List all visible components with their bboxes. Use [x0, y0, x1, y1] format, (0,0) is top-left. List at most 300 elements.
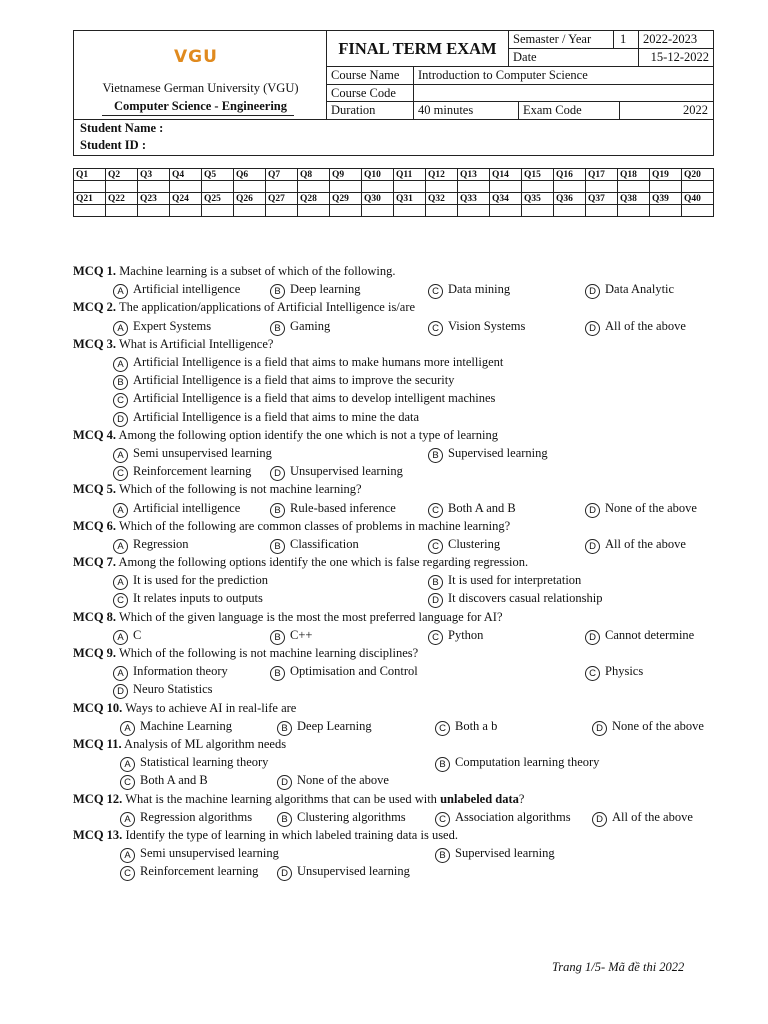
- option-bubble[interactable]: C: [428, 503, 443, 518]
- option-row: [73, 717, 723, 735]
- option-row: [73, 408, 723, 426]
- answer-cell[interactable]: [298, 205, 330, 217]
- option-bubble[interactable]: A: [113, 357, 128, 372]
- option-b[interactable]: [277, 808, 406, 827]
- option-bubble[interactable]: C: [113, 593, 128, 608]
- option-row: [73, 680, 723, 698]
- option-text: Classification: [290, 536, 359, 551]
- option-c[interactable]: [435, 808, 571, 827]
- option-row: [73, 862, 723, 880]
- option-b[interactable]: [270, 280, 360, 299]
- option-text: Rule-based inference: [290, 500, 396, 515]
- answer-cell[interactable]: [586, 181, 618, 193]
- question-item: [73, 480, 723, 516]
- course-name-label: Course Name: [327, 67, 414, 85]
- option-bubble[interactable]: B: [277, 721, 292, 736]
- option-row: [73, 371, 723, 389]
- answer-grid-label: Q21: [74, 193, 106, 205]
- answer-cell[interactable]: [170, 205, 202, 217]
- option-bubble[interactable]: D: [270, 466, 285, 481]
- answer-cell[interactable]: [522, 181, 554, 193]
- option-bubble[interactable]: D: [277, 866, 292, 881]
- question-number: MCQ 2.: [73, 300, 117, 315]
- option-text: Information theory: [133, 664, 228, 679]
- question-stem: [73, 480, 723, 498]
- option-bubble[interactable]: C: [428, 630, 443, 645]
- semester-label: Semaster / Year: [509, 31, 614, 49]
- answer-grid-label: Q1: [74, 169, 106, 181]
- option-text: Machine Learning: [140, 718, 232, 733]
- option-text: Deep learning: [290, 282, 361, 297]
- question-number: MCQ 10.: [73, 700, 123, 715]
- option-row: [73, 753, 723, 771]
- answer-cell[interactable]: [234, 205, 266, 217]
- option-row: [73, 462, 723, 480]
- answer-grid-label: Q29: [330, 193, 362, 205]
- option-bubble[interactable]: D: [592, 721, 607, 736]
- option-bubble[interactable]: B: [270, 321, 285, 336]
- option-a[interactable]: [113, 444, 272, 463]
- option-bubble[interactable]: A: [113, 539, 128, 554]
- year-value: 2022-2023: [639, 31, 713, 49]
- option-text: Clustering: [448, 536, 501, 551]
- answer-cell[interactable]: [554, 181, 586, 193]
- duration-label: Duration: [327, 102, 414, 119]
- answer-grid-header-row: [74, 169, 714, 181]
- answer-grid-label: Q28: [298, 193, 330, 205]
- option-c[interactable]: [428, 499, 516, 518]
- option-bubble[interactable]: B: [270, 666, 285, 681]
- option-bubble[interactable]: D: [277, 775, 292, 790]
- question-text: Identify the type of learning in which labeled training data is used.: [125, 828, 458, 842]
- question-item: [73, 517, 723, 553]
- answer-grid-label: Q26: [234, 193, 266, 205]
- question-text-end: ?: [518, 791, 525, 806]
- question-list: [73, 262, 723, 881]
- option-bubble[interactable]: C: [113, 393, 128, 408]
- answer-cell[interactable]: [586, 205, 618, 217]
- option-text: It is used for interpretation: [448, 573, 582, 588]
- answer-cell[interactable]: [202, 205, 234, 217]
- option-text: Reinforcement learning: [140, 864, 259, 879]
- question-text: Which of the given language is the most the most preferred language for AI?: [118, 609, 503, 624]
- option-bubble[interactable]: B: [428, 448, 443, 463]
- option-text: All of the above: [605, 318, 686, 333]
- option-text: Both a b: [455, 718, 498, 733]
- answer-cell[interactable]: [170, 181, 202, 193]
- option-bubble[interactable]: D: [585, 321, 600, 336]
- page-footer: Trang 1/5- Mã đề thi 2022: [552, 960, 685, 974]
- option-a[interactable]: [120, 808, 252, 827]
- option-bubble[interactable]: D: [113, 684, 128, 699]
- option-d[interactable]: [270, 462, 403, 481]
- question-item: [73, 553, 723, 608]
- answer-grid-label: Q25: [202, 193, 234, 205]
- question-number: MCQ 7.: [73, 555, 117, 570]
- option-d[interactable]: [585, 317, 686, 336]
- answer-grid-label: Q5: [202, 169, 234, 181]
- option-text: Unsupervised learning: [290, 464, 403, 479]
- option-bubble[interactable]: A: [113, 321, 128, 336]
- option-bubble[interactable]: A: [113, 666, 128, 681]
- option-text: Data mining: [448, 282, 511, 297]
- option-bubble[interactable]: A: [113, 448, 128, 463]
- option-b[interactable]: [270, 662, 418, 681]
- option-bubble[interactable]: C: [120, 775, 135, 790]
- option-c[interactable]: [585, 662, 643, 681]
- option-text: Supervised learning: [448, 445, 548, 460]
- answer-cell[interactable]: [266, 205, 298, 217]
- exam-header: [73, 30, 714, 156]
- option-b[interactable]: [435, 844, 555, 863]
- option-bubble[interactable]: A: [120, 721, 135, 736]
- university-name: Vietnamese German University (VGU): [102, 81, 299, 95]
- answer-grid-label: Q14: [490, 169, 522, 181]
- option-bubble[interactable]: D: [585, 503, 600, 518]
- option-text: Both A and B: [448, 500, 516, 515]
- option-row: [73, 571, 723, 589]
- question-text: Which of the following is not machine learning disciplines?: [118, 646, 419, 661]
- question-stem: [73, 644, 723, 662]
- option-bubble[interactable]: D: [585, 539, 600, 554]
- answer-grid-label: Q36: [554, 193, 586, 205]
- answer-cell[interactable]: [426, 205, 458, 217]
- answer-cell[interactable]: [650, 181, 682, 193]
- option-row: [73, 662, 723, 680]
- exam-code-label: Exam Code: [519, 102, 620, 119]
- question-text: Analysis of ML algorithm needs: [124, 737, 287, 752]
- option-c[interactable]: [428, 626, 483, 645]
- answer-cell[interactable]: [106, 181, 138, 193]
- option-bubble[interactable]: B: [270, 539, 285, 554]
- option-c[interactable]: [113, 462, 251, 481]
- option-text: Physics: [605, 664, 644, 679]
- question-number: MCQ 6.: [73, 518, 117, 533]
- question-stem: [73, 699, 723, 717]
- option-bubble[interactable]: A: [120, 848, 135, 863]
- answer-cell[interactable]: [138, 205, 170, 217]
- vgu-logo: VGU: [174, 47, 218, 67]
- option-a[interactable]: [113, 535, 189, 554]
- option-bubble[interactable]: B: [435, 848, 450, 863]
- option-text: It relates inputs to outputs: [133, 591, 263, 606]
- question-item: [73, 826, 723, 881]
- answer-cell[interactable]: [202, 181, 234, 193]
- question-item: [73, 735, 723, 790]
- answer-grid-label: Q4: [170, 169, 202, 181]
- question-text: What is the machine learning algorithms that can be used with: [125, 791, 441, 806]
- answer-cell[interactable]: [298, 181, 330, 193]
- exam-title: FINAL TERM EXAM: [327, 31, 509, 67]
- answer-grid-label: Q6: [234, 169, 266, 181]
- option-text: It discovers casual relationship: [448, 591, 603, 606]
- option-a[interactable]: [113, 626, 141, 645]
- option-text: Unsupervised learning: [297, 864, 410, 879]
- answer-cell[interactable]: [458, 205, 490, 217]
- answer-cell[interactable]: [458, 181, 490, 193]
- question-stem: [73, 735, 723, 753]
- question-stem: [73, 426, 723, 444]
- date-label: Date: [509, 49, 639, 67]
- answer-cell[interactable]: [426, 181, 458, 193]
- option-bubble[interactable]: C: [435, 721, 450, 736]
- question-stem: [73, 790, 723, 808]
- answer-cell[interactable]: [362, 181, 394, 193]
- option-b[interactable]: [435, 753, 599, 772]
- course-name-value: Introduction to Computer Science: [414, 67, 713, 85]
- option-d[interactable]: [277, 862, 410, 881]
- option-c[interactable]: [120, 862, 258, 881]
- option-c[interactable]: [428, 535, 500, 554]
- option-d[interactable]: [585, 535, 686, 554]
- option-row: [73, 808, 723, 826]
- option-bubble[interactable]: D: [113, 412, 128, 427]
- option-bubble[interactable]: B: [435, 757, 450, 772]
- option-bubble[interactable]: C: [435, 812, 450, 827]
- answer-cell[interactable]: [74, 205, 106, 217]
- option-bubble[interactable]: B: [270, 630, 285, 645]
- answer-cell[interactable]: [682, 181, 714, 193]
- option-text: Artificial Intelligence is a field that aims to mine the data: [133, 409, 420, 424]
- option-row: [73, 389, 723, 407]
- option-bubble[interactable]: A: [113, 284, 128, 299]
- answer-cell[interactable]: [74, 181, 106, 193]
- option-bubble[interactable]: A: [113, 575, 128, 590]
- option-text: Computation learning theory: [455, 755, 600, 770]
- option-a[interactable]: [113, 280, 240, 299]
- option-bubble[interactable]: C: [585, 666, 600, 681]
- answer-cell[interactable]: [394, 181, 426, 193]
- option-bubble[interactable]: B: [270, 503, 285, 518]
- answer-cell[interactable]: [330, 205, 362, 217]
- option-row: [73, 771, 723, 789]
- option-d[interactable]: [113, 408, 419, 427]
- option-a[interactable]: [113, 353, 503, 372]
- question-text: Ways to achieve AI in real-life are: [125, 700, 297, 715]
- answer-cell[interactable]: [618, 181, 650, 193]
- option-text: Artificial Intelligence is a field that aims to improve the security: [133, 373, 455, 388]
- question-number: MCQ 13.: [73, 828, 123, 842]
- option-bubble[interactable]: B: [270, 284, 285, 299]
- university-cell: [74, 31, 327, 119]
- option-text: Reinforcement learning: [133, 464, 252, 479]
- answer-cell[interactable]: [234, 181, 266, 193]
- option-bubble[interactable]: D: [585, 630, 600, 645]
- question-stem: [73, 517, 723, 535]
- answer-cell[interactable]: [362, 205, 394, 217]
- department-name: Computer Science - Engineering: [113, 99, 288, 113]
- answer-cell[interactable]: [330, 181, 362, 193]
- answer-grid-label: Q12: [426, 169, 458, 181]
- question-number: MCQ 11.: [73, 737, 122, 752]
- answer-cell[interactable]: [650, 205, 682, 217]
- option-c[interactable]: [113, 389, 495, 408]
- answer-grid-label: Q37: [586, 193, 618, 205]
- answer-grid-label: Q22: [106, 193, 138, 205]
- option-text: None of the above: [297, 773, 389, 788]
- option-text: Semi unsupervised learning: [133, 445, 272, 460]
- option-b[interactable]: [270, 317, 330, 336]
- answer-cell[interactable]: [106, 205, 138, 217]
- option-text: Cannot determine: [605, 627, 695, 642]
- question-item: [73, 699, 723, 735]
- question-number: MCQ 5.: [73, 482, 117, 497]
- course-code-label: Course Code: [327, 85, 414, 102]
- option-a[interactable]: [120, 844, 279, 863]
- duration-value: 40 minutes: [414, 102, 519, 119]
- option-b[interactable]: [270, 499, 396, 518]
- option-a[interactable]: [120, 753, 268, 772]
- option-bubble[interactable]: C: [113, 466, 128, 481]
- answer-grid-label: Q23: [138, 193, 170, 205]
- option-text: It is used for the prediction: [133, 573, 269, 588]
- option-a[interactable]: [113, 499, 240, 518]
- answer-grid-label: Q17: [586, 169, 618, 181]
- answer-cell[interactable]: [490, 205, 522, 217]
- option-a[interactable]: [113, 317, 211, 336]
- answer-cell[interactable]: [266, 181, 298, 193]
- option-d[interactable]: [113, 680, 213, 699]
- option-c[interactable]: [435, 717, 497, 736]
- option-d[interactable]: [428, 589, 602, 608]
- question-text: Machine learning is a subset of which of the following.: [119, 264, 396, 278]
- answer-grid-label: Q27: [266, 193, 298, 205]
- question-item: [73, 262, 723, 298]
- option-text: Clustering algorithms: [297, 809, 406, 824]
- answer-grid-label: Q19: [650, 169, 682, 181]
- option-d[interactable]: [592, 808, 693, 827]
- option-bubble[interactable]: B: [113, 375, 128, 390]
- option-text: None of the above: [612, 718, 704, 733]
- question-stem: [73, 262, 723, 280]
- question-number: MCQ 12.: [73, 791, 123, 806]
- option-b[interactable]: [277, 717, 372, 736]
- answer-cell[interactable]: [394, 205, 426, 217]
- option-text: C++: [290, 627, 313, 642]
- answer-grid-label: Q40: [682, 193, 714, 205]
- answer-grid-label: Q30: [362, 193, 394, 205]
- answer-grid-label: Q18: [618, 169, 650, 181]
- option-text: Artificial intelligence: [133, 500, 241, 515]
- answer-cell[interactable]: [554, 205, 586, 217]
- option-row: [73, 499, 723, 517]
- option-text: Gaming: [290, 318, 331, 333]
- option-bubble[interactable]: B: [277, 812, 292, 827]
- option-text: Data Analytic: [605, 282, 675, 297]
- option-d[interactable]: [277, 771, 389, 790]
- student-id-label: Student ID :: [80, 138, 146, 152]
- question-number: MCQ 4.: [73, 427, 117, 442]
- option-bubble[interactable]: D: [592, 812, 607, 827]
- answer-grid-label: Q20: [682, 169, 714, 181]
- option-bubble[interactable]: C: [120, 866, 135, 881]
- student-info: [74, 119, 713, 155]
- option-b[interactable]: [270, 535, 359, 554]
- option-d[interactable]: [585, 499, 697, 518]
- option-row: [73, 589, 723, 607]
- answer-grid: [73, 168, 714, 217]
- question-text: Among the following options identify the one which is false regarding regression.: [118, 555, 529, 570]
- option-b[interactable]: [428, 444, 548, 463]
- option-bubble[interactable]: C: [428, 321, 443, 336]
- option-row: [73, 317, 723, 335]
- answer-grid-label: Q10: [362, 169, 394, 181]
- option-bubble[interactable]: D: [428, 593, 443, 608]
- option-c[interactable]: [113, 589, 263, 608]
- option-bubble[interactable]: A: [120, 812, 135, 827]
- answer-cell[interactable]: [682, 205, 714, 217]
- option-a[interactable]: [113, 662, 228, 681]
- option-b[interactable]: [428, 571, 581, 590]
- option-text: Artificial Intelligence is a field that aims to develop intelligent machines: [133, 391, 496, 406]
- option-row: [73, 353, 723, 371]
- answer-grid-header-row: [74, 193, 714, 205]
- option-b[interactable]: [113, 371, 454, 390]
- answer-grid-label: Q24: [170, 193, 202, 205]
- option-c[interactable]: [120, 771, 208, 790]
- answer-grid-blank-row: [74, 181, 714, 193]
- option-text: Artificial Intelligence is a field that aims to make humans more intelligent: [133, 354, 504, 369]
- answer-cell[interactable]: [522, 205, 554, 217]
- option-bubble[interactable]: A: [120, 757, 135, 772]
- student-name-label: Student Name :: [80, 121, 164, 135]
- answer-grid-label: Q39: [650, 193, 682, 205]
- answer-grid-label: Q2: [106, 169, 138, 181]
- question-item: [73, 298, 723, 334]
- answer-grid-label: Q15: [522, 169, 554, 181]
- answer-grid-label: Q13: [458, 169, 490, 181]
- option-bubble[interactable]: D: [585, 284, 600, 299]
- option-a[interactable]: [113, 571, 268, 590]
- option-c[interactable]: [428, 317, 525, 336]
- question-text: Among the following option identify the one which is not a type of learning: [118, 427, 498, 442]
- option-d[interactable]: [585, 280, 674, 299]
- question-text: The application/applications of Artificial Intelligence is/are: [118, 300, 416, 315]
- option-text: Deep Learning: [297, 718, 372, 733]
- answer-grid-label: Q38: [618, 193, 650, 205]
- answer-grid-label: Q35: [522, 193, 554, 205]
- option-row: [73, 626, 723, 644]
- option-text: All of the above: [605, 536, 686, 551]
- option-b[interactable]: [270, 626, 312, 645]
- answer-grid-label: Q16: [554, 169, 586, 181]
- option-c[interactable]: [428, 280, 510, 299]
- option-bubble[interactable]: B: [428, 575, 443, 590]
- answer-grid-label: Q3: [138, 169, 170, 181]
- answer-grid-label: Q11: [394, 169, 426, 181]
- option-row: [73, 535, 723, 553]
- option-d[interactable]: [592, 717, 704, 736]
- date-value: 15-12-2022: [639, 49, 713, 67]
- answer-cell[interactable]: [618, 205, 650, 217]
- option-bubble[interactable]: C: [428, 539, 443, 554]
- question-text-emphasis: unlabeled data: [440, 791, 519, 806]
- option-bubble[interactable]: A: [113, 630, 128, 645]
- question-number: MCQ 9.: [73, 646, 117, 661]
- answer-cell[interactable]: [490, 181, 522, 193]
- question-text: What is Artificial Intelligence?: [118, 336, 274, 351]
- option-a[interactable]: [120, 717, 232, 736]
- question-number: MCQ 3.: [73, 336, 117, 351]
- question-text: Which of the following are common classes of problems in machine learning?: [118, 518, 511, 533]
- option-text: Neuro Statistics: [133, 682, 213, 697]
- option-text: Python: [448, 627, 484, 642]
- option-bubble[interactable]: A: [113, 503, 128, 518]
- option-d[interactable]: [585, 626, 694, 645]
- question-stem: [73, 553, 723, 571]
- option-bubble[interactable]: C: [428, 284, 443, 299]
- answer-cell[interactable]: [138, 181, 170, 193]
